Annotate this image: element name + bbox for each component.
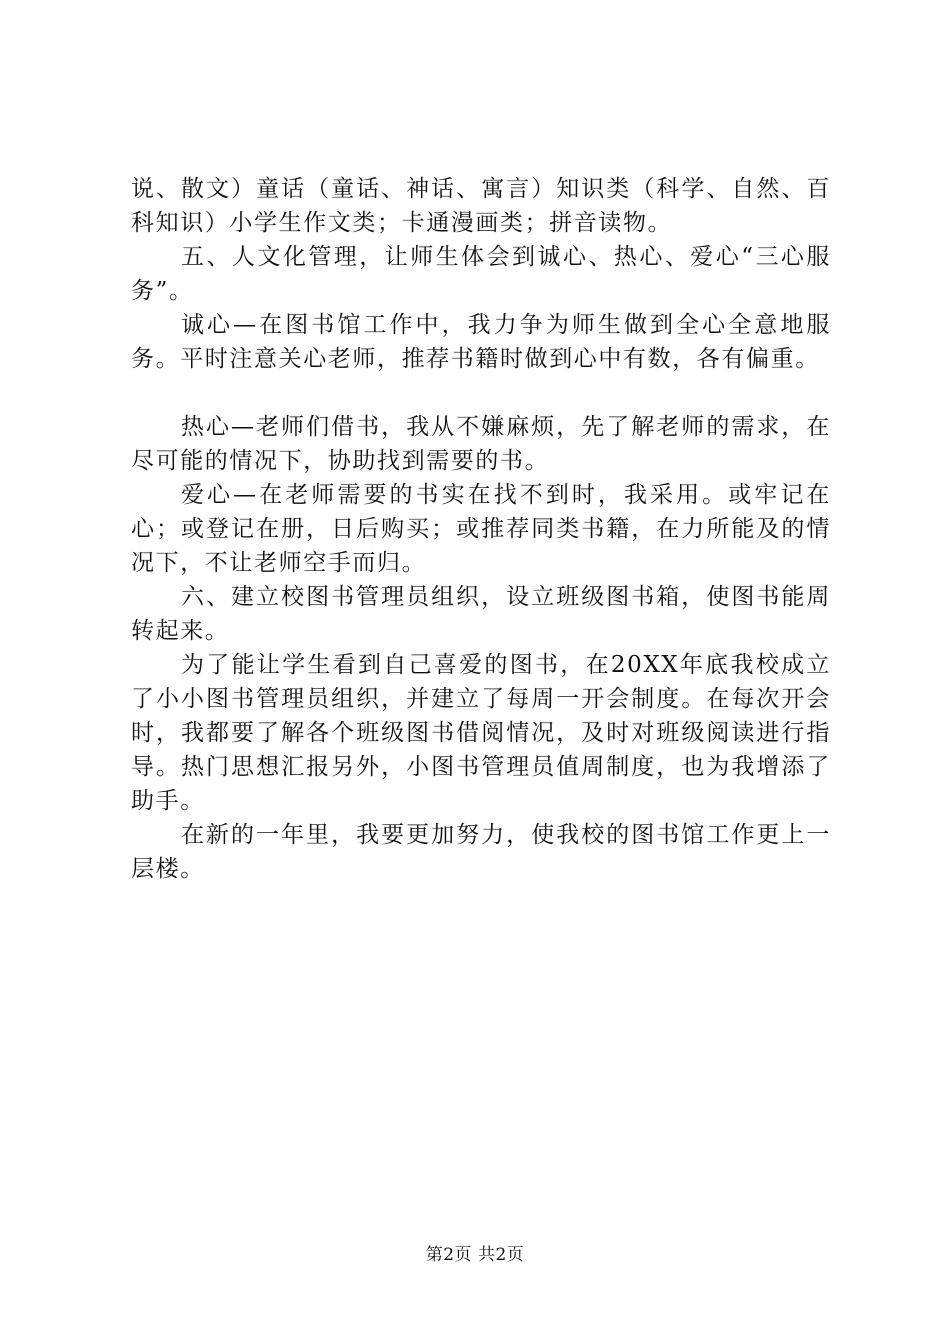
paragraph-new-year-goal: 在新的一年里，我要更加努力，使我校的图书馆工作更上一层楼。 [131,822,831,882]
paragraph-enthusiasm: 热心—老师们借书，我从不嫌麻烦，先了解老师的需求，在尽可能的情况下，协助找到需要的书。 [131,414,831,474]
page-number-footer: 第2页 共2页 [425,1245,525,1265]
paragraph-section-five-heading: 五、人文化管理，让师生体会到诚心、热心、爱心“三心服务”。 [131,244,831,304]
paragraph-section-six-heading: 六、建立校图书管理员组织，设立班级图书箱，使图书能周转起来。 [131,584,831,644]
paragraph-sincerity: 诚心—在图书馆工作中，我力争为师生做到全心全意地服务。平时注意关心老师，推荐书籍时做到心中有数，各有偏重。 [131,312,831,372]
paragraph-librarian-organization: 为了能让学生看到自己喜爱的图书，在20XX年底我校成立了小小图书管理员组织，并建立了每周一开会制度。在每次开会时，我都要了解各个班级图书借阅情况，及时对班级阅读进行指导。热门思想汇报另外，小图书管理员值周制度，也为我增添了助手。 [131,652,831,814]
paragraph-book-categories: 说、散文）童话（童话、神话、寓言）知识类（科学、自然、百科知识）小学生作文类；卡通漫画类；拼音读物。 [131,176,831,236]
paragraph-care: 爱心—在老师需要的书实在找不到时，我采用。或牢记在心；或登记在册，日后购买；或推荐同类书籍，在力所能及的情况下，不让老师空手而归。 [131,482,831,576]
document-body [131,172,831,886]
